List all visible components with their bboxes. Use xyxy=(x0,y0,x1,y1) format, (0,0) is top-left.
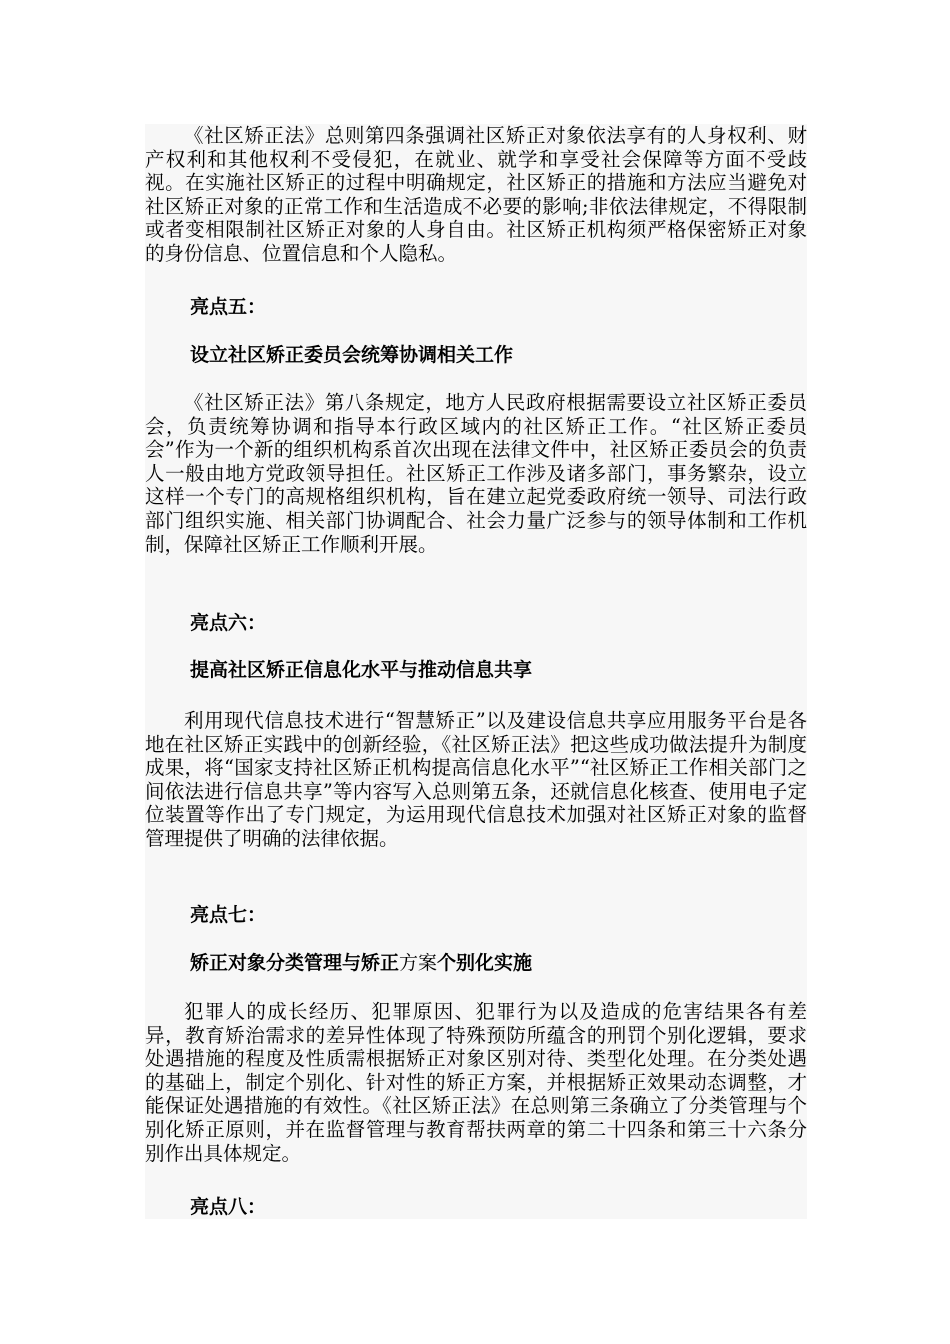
section-heading: 亮点五： xyxy=(190,296,267,318)
paragraph-informatization xyxy=(145,709,807,851)
highlight-5-label xyxy=(145,296,807,319)
highlight-6-label xyxy=(145,612,807,635)
body-text: 《社区矫正法》第八条规定，地方人民政府根据需要设立社区矫正委员会，负责统筹协调和指导本行政区域内的社区矫正工作。“社区矫正委员会”作为一个新的组织机构系首次出现在法律文件中，社区矫正委员会的负责人一般由地方党政领导担任。社区矫正工作涉及诸多部门，事务繁杂，设立这样一个专门的高规格组织机构，旨在建立起党委政府统一领导、司法行政部门组织实施、相关部门协调配合、社会力量广泛参与的领导体制和工作机制，保障社区矫正工作顺利开展。 xyxy=(145,391,807,556)
title-part-2: 方案 xyxy=(399,952,438,974)
highlight-8-label xyxy=(145,1196,807,1219)
title-part-1: 矫正对象分类管理与矫正 xyxy=(190,952,400,974)
section-title xyxy=(145,952,807,975)
section-title: 设立社区矫正委员会统筹协调相关工作 xyxy=(190,344,514,366)
highlight-7-label xyxy=(145,904,807,927)
title-part-3: 个别化实施 xyxy=(437,952,533,974)
body-text: 犯罪人的成长经历、犯罪原因、犯罪行为以及造成的危害结果各有差异，教育矫治需求的差异性体现了特殊预防所蕴含的刑罚个别化逻辑，要求处遇措施的程度及性质需根据矫正对象区别对待、类型化处理。在分类处遇的基础上，制定个别化、针对性的矫正方案，并根据矫正效果动态调整，才能保证处遇措施的有效性。《社区矫正法》在总则第三条确立了分类管理与个别化矫正原则，并在监督管理与教育帮扶两章的第二十四条和第三十六条分别作出具体规定。 xyxy=(145,1000,807,1165)
highlight-6-title xyxy=(145,659,807,682)
highlight-5-title xyxy=(145,344,807,367)
body-text: 利用现代信息技术进行“智慧矫正”以及建设信息共享应用服务平台是各地在社区矫正实践中的创新经验，《社区矫正法》把这些成功做法提升为制度成果，将“国家支持社区矫正机构提高信息化水平”“社区矫正工作相关部门之间依法进行信息共享”等内容写入总则第五条，还就信息化核查、使用电子定位装置等作出了专门规定，为运用现代信息技术加强对社区矫正对象的监督管理提供了明确的法律依据。 xyxy=(145,709,807,850)
section-heading: 亮点七： xyxy=(190,904,267,926)
section-heading: 亮点六： xyxy=(190,612,267,634)
document-page xyxy=(145,124,807,1219)
highlight-7-title xyxy=(145,952,807,975)
paragraph-classification xyxy=(145,1000,807,1165)
section-title: 提高社区矫正信息化水平与推动信息共享 xyxy=(190,659,533,681)
paragraph-rights xyxy=(145,124,807,266)
section-heading: 亮点八： xyxy=(190,1196,267,1218)
paragraph-committee xyxy=(145,391,807,556)
body-text: 《社区矫正法》总则第四条强调社区矫正对象依法享有的人身权利、财产权利和其他权利不受侵犯，在就业、就学和享受社会保障等方面不受歧视。在实施社区矫正的过程中明确规定，社区矫正的措施和方法应当避免对社区矫正对象的正常工作和生活造成不必要的影响;非依法律规定，不得限制或者变相限制社区矫正对象的人身自由。社区矫正机构须严格保密矫正对象的身份信息、位置信息和个人隐私。 xyxy=(145,124,807,265)
